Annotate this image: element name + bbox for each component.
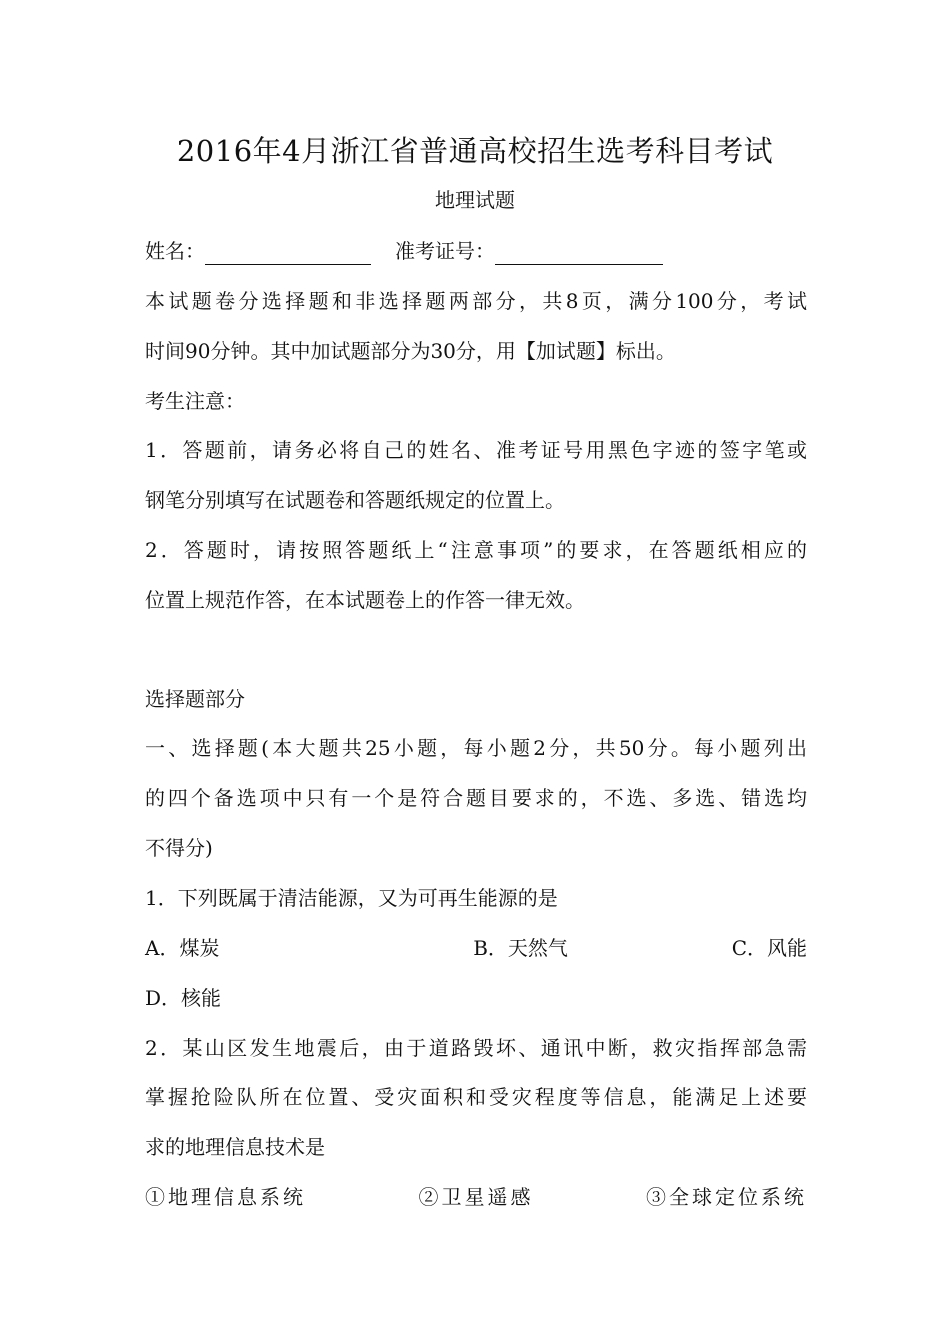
intro-line-1: 本试题卷分选择题和非选择题两部分，共8页，满分100分，考试 <box>145 289 807 313</box>
question-2-stem-line-1: 2．某山区发生地震后，由于道路毁坏、通讯中断，救灾指挥部急需 <box>145 1036 807 1060</box>
question-1-option-a: A．煤炭 <box>145 936 220 960</box>
question-1-option-b: B．天然气 <box>473 936 568 960</box>
name-blank <box>205 242 371 265</box>
question-2-options-row <box>145 1183 807 1211</box>
question-2-option-3: ③全球定位系统 <box>646 1185 807 1209</box>
question-1-option-c: C．风能 <box>731 936 807 960</box>
notice-heading: 考生注意： <box>145 389 245 413</box>
question-1-stem: 1．下列既属于清洁能源，又为可再生能源的是 <box>145 886 558 910</box>
section-instruction-line-2: 的四个备选项中只有一个是符合题目要求的，不选、多选、错选均 <box>145 786 807 810</box>
notice-2-line-2: 位置上规范作答，在本试题卷上的作答一律无效。 <box>145 588 585 612</box>
question-2-stem-line-3: 求的地理信息技术是 <box>145 1135 325 1159</box>
candidate-info-row <box>145 237 807 265</box>
notice-1-line-2: 钢笔分别填写在试题卷和答题纸规定的位置上。 <box>145 488 565 512</box>
question-1-options-row <box>145 934 807 962</box>
section-instruction-line-3: 不得分) <box>145 836 213 860</box>
exam-title: 2016年4月浙江省普通高校招生选考科目考试 <box>176 134 774 168</box>
id-blank <box>495 242 663 265</box>
id-label: 准考证号： <box>395 239 495 263</box>
question-2-stem-line-2: 掌握抢险队所在位置、受灾面积和受灾程度等信息，能满足上述要 <box>145 1085 807 1109</box>
question-2-option-1: ①地理信息系统 <box>145 1185 306 1209</box>
question-1-option-d: D．核能 <box>145 986 222 1010</box>
question-2-option-2: ②卫星遥感 <box>418 1185 534 1209</box>
notice-2-line-1: 2．答题时，请按照答题纸上“注意事项”的要求，在答题纸相应的 <box>145 538 807 562</box>
section-instruction-line-1: 一、选择题(本大题共25小题，每小题2分，共50分。每小题列出 <box>145 736 807 760</box>
name-label: 姓名： <box>145 239 205 263</box>
exam-subtitle: 地理试题 <box>435 188 515 212</box>
notice-1-line-1: 1．答题前，请务必将自己的姓名、准考证号用黑色字迹的签字笔或 <box>145 438 807 462</box>
intro-line-2: 时间90分钟。其中加试题部分为30分，用【加试题】标出。 <box>145 339 676 363</box>
section-heading: 选择题部分 <box>145 687 245 711</box>
